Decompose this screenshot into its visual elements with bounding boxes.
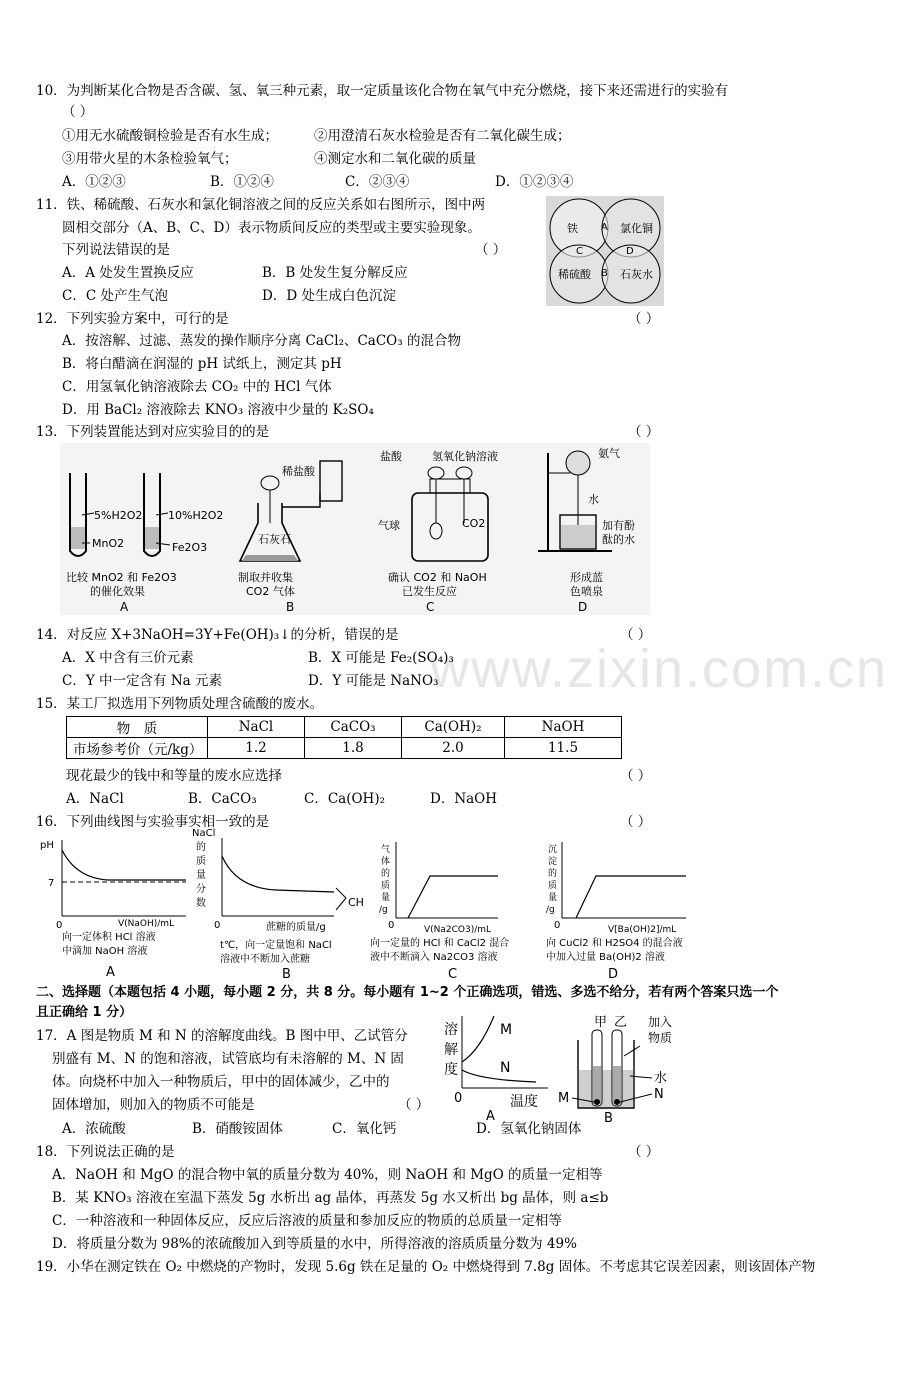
q13-a-t2: 10%H2O2 — [168, 509, 224, 522]
q16-d-cap2: 中加入过量 Ba(OH)2 溶液 — [546, 952, 665, 963]
table-header-cell: CaCO₃ — [305, 717, 402, 738]
q16-c-ylabel-1: 体 — [381, 857, 391, 867]
q16-b-ch: CH — [348, 896, 364, 909]
q16-c-cap2: 液中不断滴入 Na2CO3 溶液 — [370, 952, 498, 963]
q17-a-letter: A — [486, 1109, 495, 1122]
q16-c-ylabel-4: 量 — [381, 893, 391, 903]
q12-opt-b[interactable]: B．将白醋滴在润湿的 pH 试纸上，测定其 pH — [62, 356, 342, 372]
q17-a-xlabel: 温度 — [510, 1094, 538, 1110]
table-cell: 1.2 — [208, 738, 305, 759]
q18-opt-a[interactable]: A．NaOH 和 MgO 的混合物中氧的质量分数为 40%，则 NaOH 和 MgO 的质量一定相等 — [52, 1167, 603, 1183]
q10-s3: ③用带火星的木条检验氧气； — [62, 151, 238, 167]
q17-a-y2: 解 — [444, 1042, 458, 1058]
q16-d-ylabel-1: 淀 — [548, 857, 558, 867]
q11-stem-1: 11．铁、稀硫酸、石灰水和氯化铜溶液之间的反应关系如右图所示，图中两 — [36, 197, 486, 213]
q16-d-zero: 0 — [554, 920, 561, 931]
q17-line-3: 体。向烧杯中加入一种物质后，甲中的固体减少，乙中的 — [52, 1074, 390, 1090]
q10-stem: 10．为判断某化合物是否含碳、氢、氧三种元素，取一定质量该化合物在氧气中充分燃烧，接下来还需进行的实验有 — [36, 83, 729, 99]
q16-d-cap1: 向 CuCl2 和 H2SO4 的混合液 — [546, 938, 683, 949]
table-cell: 11.5 — [505, 738, 622, 759]
table-header-cell: NaOH — [505, 717, 622, 738]
table-header-cell: Ca(OH)₂ — [402, 717, 505, 738]
q16-b-ylabel-5: 数 — [196, 898, 206, 909]
q16-graph-a — [40, 840, 186, 980]
q16-c-letter: C — [448, 967, 458, 982]
venn-b: B — [601, 268, 608, 279]
q17-line-1: 17．A 图是物质 M 和 N 的溶解度曲线。B 图中甲、乙试管分 — [36, 1028, 408, 1044]
q11-opt-c[interactable]: C．C 处产生气泡 — [62, 288, 168, 304]
table-cell: 市场参考价（元/kg） — [67, 738, 208, 759]
q13-d-gas: 氨气 — [598, 447, 620, 460]
q16-b-ylabel-1: 的 — [196, 842, 206, 853]
q16-b-ylabel-4: 分 — [196, 884, 206, 895]
table-cell: 1.8 — [305, 738, 402, 759]
q15-stem: 15．某工厂拟选用下列物质处理含硫酸的废水。 — [36, 696, 324, 712]
q16-a-zero: 0 — [56, 920, 63, 931]
table-header-cell: NaCl — [208, 717, 305, 738]
q16-b-ylabel-3: 量 — [196, 870, 206, 881]
venn-c: C — [576, 246, 583, 257]
q17-b-add2: 物质 — [648, 1031, 673, 1045]
q12-paren: （ ） — [628, 311, 660, 327]
q16-a-cap2: 中滴加 NaOH 溶液 — [62, 946, 148, 957]
q13-d-phen2: 酞的水 — [602, 533, 635, 546]
q15-price-table — [66, 716, 622, 759]
q16-d-letter: D — [608, 967, 619, 982]
q17-b-jia: 甲 — [594, 1015, 608, 1030]
q13-b-letter: B — [286, 600, 295, 614]
table-header-cell: 物 质 — [67, 717, 208, 738]
q16-b-zero: 0 — [214, 920, 221, 931]
q18-paren: （ ） — [628, 1144, 660, 1160]
q18-opt-c[interactable]: C．一种溶液和一种固体反应，反应后溶液的质量和参加反应的物质的总质量一定相等 — [52, 1213, 562, 1229]
q16-stem: 16．下列曲线图与实验事实相一致的是 — [36, 814, 270, 830]
q10-s1: ①用无水硫酸铜检验是否有水生成； — [62, 128, 278, 144]
q13-d-cap1: 形成蓝 — [570, 571, 603, 584]
q15-opt-d[interactable]: D．NaOH — [430, 791, 498, 807]
q14-opt-b[interactable]: B．X 可能是 Fe₂(SO₄)₃ — [308, 650, 454, 666]
q13-c-cap2: 已发生反应 — [402, 585, 457, 598]
q11-opt-d[interactable]: D．D 处生成白色沉淀 — [262, 288, 396, 304]
q11-stem-2: 圆相交部分（A、B、C、D）表示物质间反应的类型或主要实验现象。 — [62, 220, 481, 236]
q13-d-cap2: 色喷泉 — [570, 585, 603, 598]
q16-c-ylabel-2: 的 — [381, 869, 391, 879]
q17-b-n: N — [654, 1087, 664, 1102]
q17-line-4: 固体增加，则加入的物质不可能是 — [52, 1097, 255, 1113]
q13-c-cap1: 确认 CO2 和 NaOH — [388, 571, 487, 584]
q11-stem-3: 下列说法错误的是 — [62, 242, 170, 258]
q10-s2: ②用澄清石灰水检验是否有二氧化碳生成； — [314, 128, 571, 144]
q10-paren: （ ） — [62, 104, 94, 120]
q10-opt-b[interactable]: B．①②④ — [210, 174, 274, 190]
venn-cucl-label: 氯化铜 — [620, 222, 653, 235]
q17-b-m: M — [558, 1091, 570, 1106]
q15-question: 现花最少的钱中和等量的废水应选择 — [66, 768, 282, 784]
q13-paren: （ ） — [628, 424, 660, 440]
q15-opt-c[interactable]: C．Ca(OH)₂ — [304, 791, 385, 807]
q13-a-r1: MnO2 — [92, 537, 125, 550]
q10-opt-d[interactable]: D．①②③④ — [495, 174, 574, 190]
q13-c-hcl: 盐酸 — [380, 450, 402, 463]
q16-b-ylabel-0: NaCl — [192, 828, 216, 839]
q15-opt-a[interactable]: A．NaCl — [66, 791, 124, 807]
q16-c-ylabel-0: 气 — [381, 845, 391, 855]
q16-paren: （ ） — [620, 814, 652, 830]
q16-c-xlabel: V(Na2CO3)/mL — [424, 925, 492, 935]
q14-opt-c[interactable]: C．Y 中一定含有 Na 元素 — [62, 673, 222, 689]
q13-a-r2: Fe2O3 — [172, 541, 208, 554]
q11-opt-a[interactable]: A．A 处发生置换反应 — [62, 265, 194, 281]
q17-opt-a[interactable]: A．浓硫酸 — [62, 1121, 126, 1137]
q13-b-stone: 石灰石 — [258, 533, 291, 546]
q14-opt-d[interactable]: D．Y 可能是 NaNO₃ — [308, 673, 439, 689]
q10-s4: ④测定水和二氧化碳的质量 — [314, 151, 476, 167]
q16-b-letter: B — [282, 967, 291, 982]
q13-a-cap2: 的催化效果 — [90, 585, 145, 598]
table-row — [67, 738, 622, 759]
q13-c-co2: CO2 — [462, 517, 486, 530]
q16-b-ylabel-2: 质 — [196, 856, 206, 867]
venn-lime-label: 石灰水 — [620, 268, 653, 281]
q13-a-cap1: 比较 MnO2 和 Fe2O3 — [66, 571, 177, 584]
q13-d-phen1: 加有酚 — [602, 519, 635, 532]
q19-stem: 19．小华在测定铁在 O₂ 中燃烧的产物时，发现 5.6g 铁在足量的 O₂ 中燃烧得到 7.8g 固体。不考虑其它误差因素，则该固体产物 — [36, 1259, 816, 1275]
q17-line-2: 别盛有 M、N 的饱和溶液，试管底均有未溶解的 M、N 固 — [52, 1051, 404, 1067]
q13-stem: 13．下列装置能达到对应实验目的的是 — [36, 424, 270, 440]
q17-b-add1: 加入 — [648, 1015, 673, 1029]
venn-d: D — [626, 246, 634, 257]
q16-a-letter: A — [106, 965, 115, 980]
section-2-heading-2: 且正确给 1 分） — [36, 1005, 133, 1020]
q16-d-xlabel: V[Ba(OH)2]/mL — [608, 925, 677, 935]
q16-graphs — [36, 828, 706, 982]
q17-a-n: N — [500, 1060, 511, 1076]
q12-opt-a[interactable]: A．按溶解、过滤、蒸发的操作顺序分离 CaCl₂、CaCO₃ 的混合物 — [62, 333, 461, 349]
q16-d-ylabel-5: /g — [546, 905, 555, 915]
q13-c-letter: C — [426, 600, 435, 614]
q13-d-letter: D — [578, 600, 588, 614]
q17-opt-c[interactable]: C．氧化钙 — [332, 1121, 397, 1137]
q16-b-xlabel: 蔗糖的质量/g — [266, 922, 326, 933]
q13-b-cap1: 制取并收集 — [238, 571, 293, 584]
q14-paren: （ ） — [620, 627, 652, 643]
q12-opt-c[interactable]: C．用氢氧化钠溶液除去 CO₂ 中的 HCl 气体 — [62, 379, 332, 395]
q13-a-letter: A — [120, 600, 129, 614]
q17-a-m: M — [500, 1022, 513, 1038]
table-row — [67, 717, 622, 738]
table-cell: 2.0 — [402, 738, 505, 759]
q17-solubility-graph — [440, 1010, 560, 1122]
q15-opt-b[interactable]: B．CaCO₃ — [188, 791, 257, 807]
q14-opt-a[interactable]: A．X 中含有三价元素 — [62, 650, 194, 666]
q13-c-ball: 气球 — [378, 519, 400, 532]
venn-acid-label: 稀硫酸 — [558, 268, 591, 281]
q14-stem: 14．对反应 X+3NaOH=3Y+Fe(OH)₃↓的分析，错误的是 — [36, 627, 399, 643]
q13-b-cap2: CO2 气体 — [246, 585, 295, 598]
q16-c-zero: 0 — [388, 920, 395, 931]
q17-a-y1: 溶 — [444, 1022, 458, 1038]
q17-paren: （ ） — [398, 1097, 430, 1113]
q16-d-ylabel-3: 质 — [548, 881, 558, 891]
venn-iron-label: 铁 — [567, 222, 578, 235]
q16-a-ylabel: pH — [40, 840, 54, 851]
q17-a-y3: 度 — [444, 1062, 458, 1078]
q17-b-yi: 乙 — [614, 1015, 628, 1030]
q16-d-ylabel-2: 的 — [548, 869, 558, 879]
q17-b-letter: B — [604, 1111, 613, 1126]
q16-b-cap2: 溶液中不断加入蔗糖 — [220, 954, 310, 965]
q12-stem: 12．下列实验方案中，可行的是 — [36, 311, 229, 327]
q10-opt-c[interactable]: C．②③④ — [345, 174, 410, 190]
q16-c-cap1: 向一定量的 HCl 和 CaCl2 混合 — [370, 938, 510, 949]
q15-paren: （ ） — [620, 768, 652, 784]
q11-venn-diagram — [546, 196, 664, 306]
q16-a-cap1: 向一定体积 HCl 溶液 — [62, 932, 156, 943]
q18-opt-b[interactable]: B．某 KNO₃ 溶液在室温下蒸发 5g 水析出 ag 晶体，再蒸发 5g 水又析出 bg 晶体，则 a≤b — [52, 1190, 609, 1206]
q13-d-water: 水 — [588, 493, 599, 506]
q18-opt-d[interactable]: D．将质量分数为 98%的浓硫酸加入到等质量的水中，所得溶液的溶质质量分数为 49% — [52, 1236, 577, 1252]
q17-b-water: 水 — [654, 1071, 668, 1086]
section-2-heading: 二、选择题（本题包括 4 小题，每小题 2 分，共 8 分。每小题有 1~2 个正确选项，错选、多选不给分，若有两个答案只选一个 — [36, 985, 779, 1000]
q17-beaker-figure — [556, 1010, 696, 1126]
q13-apparatus-figure — [60, 443, 650, 615]
watermark: www.zixin.com.cn — [430, 639, 889, 699]
q16-graph-c — [370, 842, 509, 982]
venn-a: A — [601, 222, 608, 233]
q10-opt-a[interactable]: A．①②③ — [62, 174, 126, 190]
q16-a-seven: 7 — [48, 878, 55, 889]
q11-paren: （ ） — [475, 242, 507, 258]
q16-c-ylabel-3: 质 — [381, 881, 391, 891]
q16-graph-b — [192, 828, 364, 982]
q13-c-naoh: 氢氧化钠溶液 — [432, 450, 498, 463]
q16-c-ylabel-5: /g — [379, 905, 388, 915]
q11-opt-b[interactable]: B．B 处发生复分解反应 — [262, 265, 408, 281]
q17-a-zero: 0 — [454, 1091, 463, 1106]
q16-d-ylabel-4: 量 — [548, 893, 558, 903]
q16-d-ylabel-0: 沉 — [548, 845, 558, 855]
q17-opt-b[interactable]: B．硝酸铵固体 — [192, 1121, 283, 1137]
q16-graph-d — [546, 842, 686, 982]
q16-b-cap1: t℃，向一定量饱和 NaCl — [220, 940, 332, 951]
q13-a-t1: 5%H2O2 — [94, 509, 143, 522]
q12-opt-d[interactable]: D．用 BaCl₂ 溶液除去 KNO₃ 溶液中少量的 K₂SO₄ — [62, 402, 374, 418]
q13-b-acid: 稀盐酸 — [282, 465, 315, 478]
q18-stem: 18．下列说法正确的是 — [36, 1144, 175, 1160]
q17-opt-d[interactable]: D．氢氧化钠固体 — [476, 1121, 582, 1137]
q16-a-xlabel: V(NaOH)/mL — [118, 919, 175, 929]
